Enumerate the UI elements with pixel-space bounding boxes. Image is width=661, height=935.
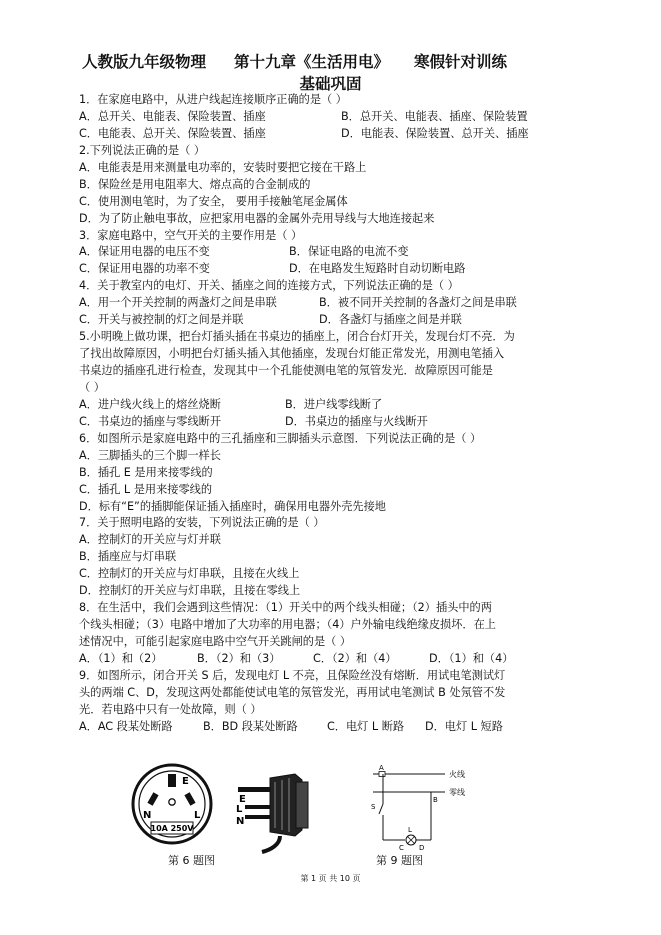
- socket-rating: 10A 250V: [150, 824, 194, 833]
- figure-6-caption: 第 6 题图: [168, 854, 215, 867]
- q9-stem-line2: 头的两端 C、D，发现这两处都能使试电笔的氖管发光，再用试电笔测试 B 处氖管不发: [79, 685, 506, 699]
- q2-option-d: D．为了防止触电事故，应把家用电器的金属外壳用导线与大地连接起来: [79, 211, 435, 225]
- q9-stem-line3: 光．若电路中只有一处故障，则（ ）: [79, 702, 262, 716]
- point-a-label: A: [379, 764, 384, 772]
- q8-options-row: [79, 651, 599, 668]
- q6-stem: 6．如图所示是家庭电路中的三孔插座和三脚插头示意图．下列说法正确的是（ ）: [79, 431, 482, 445]
- plug-pin-l: [245, 805, 270, 809]
- q5-options-row1: [79, 397, 599, 414]
- plug-label-e: E: [239, 794, 246, 805]
- q5-option-d: D．书桌边的插座与火线断开: [285, 414, 428, 428]
- q4-option-a: A．用一个开关控制的两盏灯之间是串联: [79, 296, 277, 310]
- figure-6-socket-plug: [130, 760, 330, 855]
- three-pin-socket: [133, 765, 211, 843]
- point-c-label: C: [399, 844, 404, 852]
- q3-option-b: B．保证电路的电流不变: [289, 245, 409, 259]
- q2-option-b: B．保险丝是用电阻率大、熔点高的合金制成的: [79, 177, 311, 191]
- q5-stem-line1: 5.小明晚上做功课，把台灯插头插在书桌边的插座上，闭合台灯开关，发现台灯不亮．为: [79, 330, 515, 344]
- neutral-wire-label: 零线: [449, 788, 465, 797]
- q7-option-a: A．控制灯的开关应与灯并联: [79, 533, 221, 547]
- plug-label-n: N: [236, 816, 245, 827]
- q4-option-c: C．开关与被控制的灯之间是并联: [79, 313, 244, 327]
- q3-option-c: C．保证用电器的功率不变: [79, 262, 210, 276]
- q9-options-row: [79, 719, 599, 736]
- q1-option-b: B．总开关、电能表、插座、保险装置: [341, 109, 528, 123]
- q6-option-a: A．三脚插头的三个脚一样长: [79, 448, 221, 462]
- q1-option-d: D．电能表、保险装置、总开关、插座: [341, 126, 529, 140]
- point-d-label: D: [419, 844, 425, 852]
- q9-option-a: A．AC 段某处断路: [79, 719, 173, 733]
- q2-option-a: A．电能表是用来测量电功率的，安装时要把它接在干路上: [79, 160, 367, 174]
- q8-stem-line1: 8．在生活中，我们会遇到这些情况：（1）开关中的两个线头相碰；（2）插头中的两: [79, 601, 492, 615]
- document-title: [82, 50, 507, 72]
- q1-option-a: A．总开关、电能表、保险装置、插座: [79, 109, 266, 123]
- page-footer: 第 1 页 共 10 页: [300, 874, 361, 883]
- q4-options-row2: [79, 312, 599, 329]
- socket-hole-e: [168, 774, 176, 787]
- point-b-label: B: [433, 796, 438, 804]
- q1-options-row2: [79, 126, 599, 143]
- plug-pin-e: [238, 787, 270, 792]
- figure-9-caption: 第 9 题图: [376, 854, 423, 867]
- q1-stem: 1．在家庭电路中，从进户线起连接顺序正确的是（ ）: [79, 93, 347, 106]
- q9-option-b: B．BD 段某处断路: [203, 719, 298, 733]
- q3-option-a: A．保证用电器的电压不变: [79, 245, 210, 259]
- lamp-label: L: [408, 826, 412, 834]
- q1-option-c: C．电能表、总开关、保险装置、插座: [79, 126, 266, 140]
- q7-stem: 7．关于照明电路的安装，下列说法正确的是（ ）: [79, 516, 325, 530]
- q6-option-b: B．插孔 E 是用来接零线的: [79, 465, 213, 479]
- q5-stem-line4: （ ）: [79, 380, 105, 394]
- q6-option-d: D．标有“E”的插脚能保证插入插座时，确保用电器外壳先接地: [79, 499, 386, 513]
- q4-stem: 4．关于教室内的电灯、开关、插座之间的连接方式，下列说法正确的是（ ）: [79, 279, 459, 293]
- plug-label-l: L: [236, 804, 243, 815]
- q9-option-c: C．电灯 L 断路: [327, 719, 405, 733]
- title-chapter: 第十九章《生活用电》: [234, 52, 390, 71]
- q5-stem-line3: 书桌边的插座孔进行检查，发现其中一个孔能使测电笔的氖管发光．故障原因可能是: [79, 364, 493, 377]
- q7-option-b: B．插座应与灯串联: [79, 550, 177, 564]
- q3-stem: 3．家庭电路中，空气开关的主要作用是（ ）: [79, 228, 303, 242]
- q3-options-row2: [79, 261, 599, 278]
- q4-option-d: D．各盏灯与插座之间是并联: [319, 313, 462, 327]
- figure-9-circuit: [365, 762, 477, 852]
- section-title: 基础巩固: [299, 74, 362, 93]
- three-pin-plug: [236, 774, 308, 852]
- q2-option-c: C．使用测电笔时，为了安全， 要用手接触笔尾金属体: [79, 194, 348, 208]
- socket-label-n: N: [143, 810, 152, 821]
- switch-icon: [379, 804, 383, 814]
- socket-label-l: L: [194, 810, 201, 821]
- q8-option-d: D．（1）和（4）: [429, 651, 514, 665]
- q9-stem-line1: 9．如图所示，闭合开关 S 后，发现电灯 L 不亮，且保险丝没有熔断．用试电笔测试灯: [79, 668, 506, 682]
- live-wire-label: 火线: [449, 770, 465, 779]
- switch-label: S: [371, 803, 376, 811]
- q5-option-a: A．进户线火线上的熔丝烧断: [79, 397, 221, 411]
- fuse-icon: [379, 772, 385, 777]
- q5-stem-line2: 了找出故障原因，小明把台灯插头插入其他插座，发现台灯能正常发光，用测电笔插入: [79, 347, 505, 361]
- q6-option-c: C．插孔 L 是用来接零线的: [79, 482, 213, 496]
- q8-option-c: C．（2）和（4）: [313, 651, 397, 665]
- q3-options-row1: [79, 244, 599, 261]
- socket-hole-n: [147, 792, 158, 805]
- q2-stem: 2.下列说法正确的是（ ）: [79, 143, 206, 157]
- plug-pin-n: [245, 815, 270, 819]
- q9-option-d: D．电灯 L 短路: [425, 719, 503, 733]
- title-course: 人教版九年级物理: [82, 52, 207, 71]
- socket-hole-l: [184, 792, 195, 805]
- question-list: [79, 92, 599, 736]
- q8-option-a: A．（1）和（2）: [79, 651, 163, 665]
- q5-option-b: B．进户线零线断了: [285, 397, 383, 411]
- q7-option-c: C．控制灯的开关应与灯串联，且接在火线上: [79, 567, 300, 581]
- q8-stem-line2: 个线头相碰；（3）电路中增加了大功率的用电器；（4）户外输电线绝缘皮损坏．在上: [79, 618, 496, 632]
- q5-options-row2: [79, 414, 599, 431]
- q5-option-c: C．书桌边的插座与零线断开: [79, 414, 222, 428]
- title-practice: 寒假针对训练: [414, 52, 508, 71]
- q8-option-b: B．（2）和（3）: [197, 651, 281, 665]
- q1-options-row1: [79, 109, 599, 126]
- socket-label-e: E: [182, 776, 189, 787]
- q7-option-d: D．控制灯的开关应与灯串联，且接在零线上: [79, 584, 301, 598]
- q4-option-b: B．被不同开关控制的各盏灯之间是串联: [319, 296, 517, 310]
- q4-options-row1: [79, 295, 599, 312]
- q3-option-d: D．在电路发生短路时自动切断电路: [289, 262, 466, 276]
- q8-stem-line3: 述情况中，可能引起家庭电路中空气开关跳闸的是（ ）: [79, 635, 352, 648]
